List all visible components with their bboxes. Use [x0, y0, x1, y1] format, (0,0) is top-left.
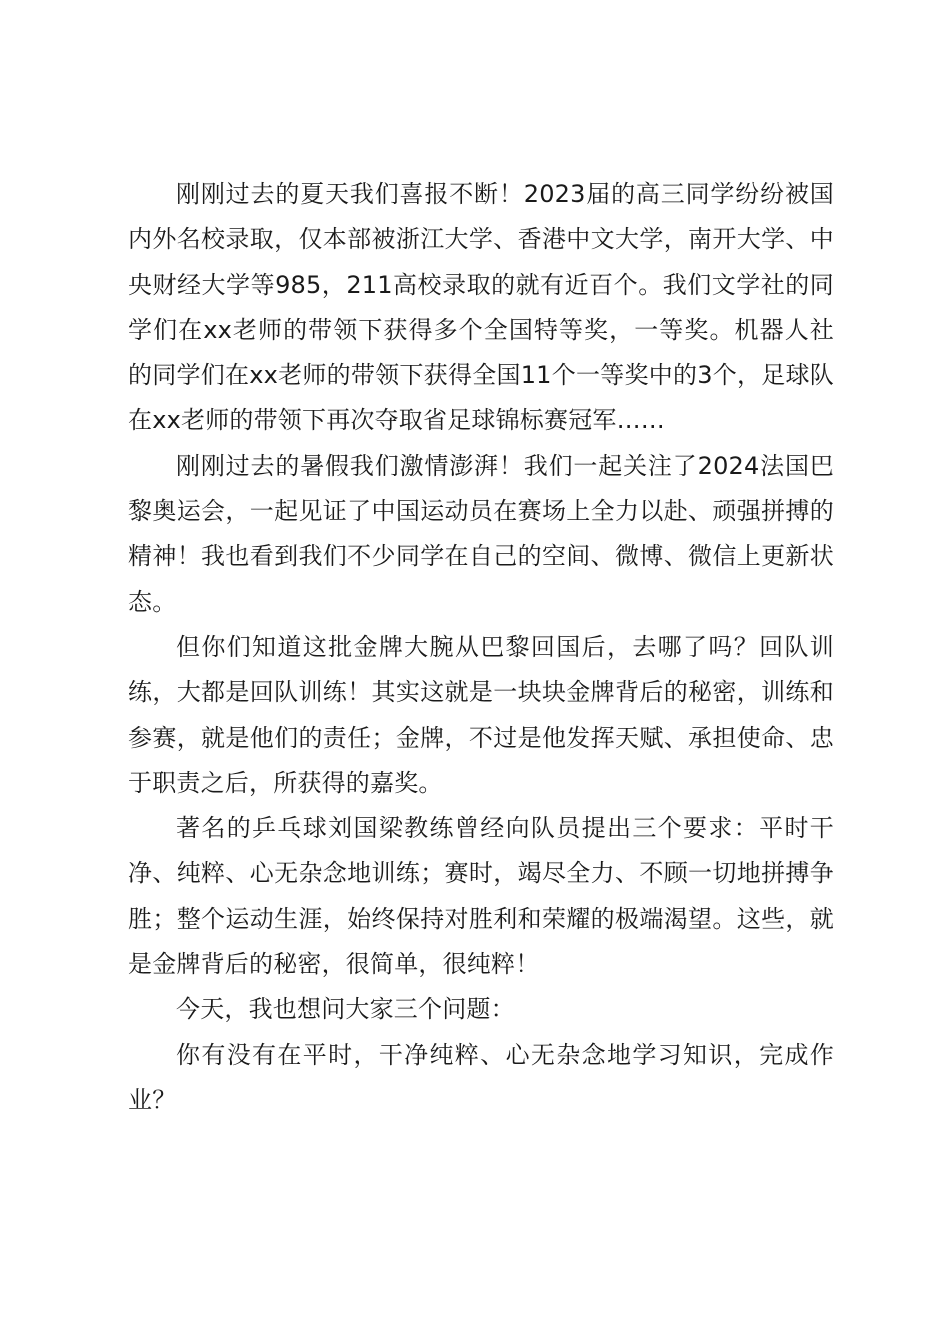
document-body — [128, 172, 834, 1123]
paragraph-question-one: 你有没有在平时，干净纯粹、心无杂念地学习知识，完成作业？ — [128, 1040, 834, 1114]
paragraph-olympics: 刚刚过去的暑假我们激情澎湃！我们一起关注了2024法国巴黎奥运会，一起见证了中国运动员在赛场上全力以赴、顽强拼搏的精神！我也看到我们不少同学在自己的空间、微博、微信上更新状态。 — [128, 451, 834, 616]
paragraph-summer-achievements: 刚刚过去的夏天我们喜报不断！2023届的高三同学纷纷被国内外名校录取，仅本部被浙江大学、香港中文大学，南开大学、中央财经大学等985，211高校录取的就有近百个。我们文学社的同学们在xx老师的带领下获得多个全国特等奖，一等奖。机器人社的同学们在xx老师的带领下获得全国11个一等奖中的3个，足球队在xx老师的带领下再次夺取省足球锦标赛冠军…… — [128, 180, 834, 435]
paragraph-coach-requirements: 著名的乒乓球刘国梁教练曾经向队员提出三个要求：平时干净、纯粹、心无杂念地训练；赛时，竭尽全力、不顾一切地拼搏争胜；整个运动生涯，始终保持对胜利和荣耀的极端渴望。这些，就是金牌背后的秘密，很简单，很纯粹！ — [128, 814, 834, 979]
paragraph-gold-medal-secret: 但你们知道这批金牌大腕从巴黎回国后，去哪了吗？回队训练，大都是回队训练！其实这就是一块块金牌背后的秘密，训练和参赛，就是他们的责任；金牌，不过是他发挥天赋、承担使命、忠于职责之后，所获得的嘉奖。 — [128, 632, 834, 797]
paragraph-three-questions: 今天，我也想问大家三个问题： — [176, 995, 515, 1024]
